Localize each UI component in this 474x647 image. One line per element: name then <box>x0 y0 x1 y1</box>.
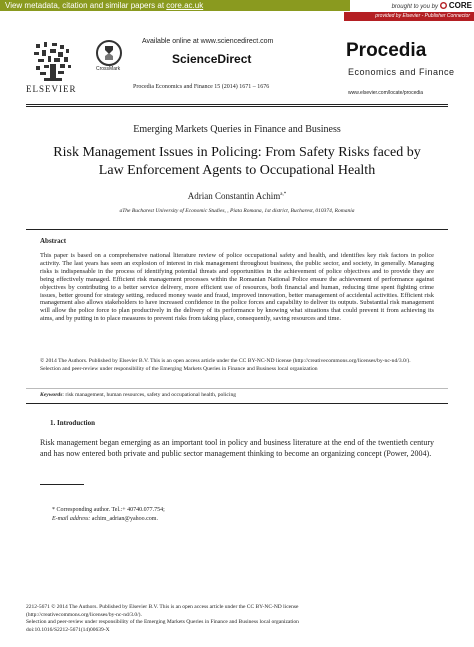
core-provider-bar <box>344 12 474 21</box>
abstract-heading: Abstract <box>40 237 67 245</box>
bottom-line-3: Selection and peer-review under responsibility of the Emerging Markets Queries in Finance and Business local organization <box>26 619 299 626</box>
core-icon <box>440 2 447 9</box>
bottom-line-1: 2212-5671 © 2014 The Authors. Published by Elsevier B.V. This is an open access article under the CC BY-NC-ND license <box>26 604 299 610</box>
header-rule-2 <box>26 106 448 107</box>
core-metadata-bar[interactable] <box>0 0 350 11</box>
abstract-license <box>40 358 434 373</box>
keywords <box>40 392 236 398</box>
email-address: achim_adrian@yahoo.com. <box>91 516 158 522</box>
conference-name: Emerging Markets Queries in Finance and Business <box>133 124 341 135</box>
corresponding-author: * Corresponding author. Tel.:+ 40740.077.754; <box>52 507 165 513</box>
procedia-subtitle: Economics and Finance <box>348 67 455 77</box>
affiliation: aThe Bucharest University of Economic Studies, , Piata Romana, 1st district, Bucharest, 010374, Romania <box>119 208 355 214</box>
core-link[interactable]: core.ac.uk <box>166 1 204 10</box>
footnote <box>52 506 165 524</box>
author-line <box>0 191 474 201</box>
author-name: Adrian Constantin Achim <box>187 191 281 201</box>
core-brought-by <box>392 1 472 11</box>
journal-citation: Procedia Economics and Finance 15 (2014) 1671 – 1676 <box>133 84 270 90</box>
core-metadata-text <box>5 0 203 11</box>
introduction-body: Risk management began emerging as an important tool in policy and business literature at the end of the twentieth century and has now entered both private and public sector management thinking to become an organizing concept (Power, 2004). <box>40 438 434 458</box>
copyright-notice: © 2014 The Authors. Published by Elsevier B.V. This is an open access article under the CC BY-NC-ND license (http://creativecommons.org/licenses/by-nc-nd/3.0/). <box>40 358 411 364</box>
core-banner <box>0 0 474 22</box>
available-online-text: Available online at www.sciencedirect.com <box>142 38 274 45</box>
elsevier-wordmark: ELSEVIER <box>26 84 77 94</box>
core-metadata-label: View metadata, citation and similar papers at <box>5 1 165 10</box>
paper-title: Risk Management Issues in Policing: From Safety Risks faced by Law Enforcement Agents to Occupational Health <box>53 145 421 178</box>
procedia-url: www.elsevier.com/locate/procedia <box>348 90 424 96</box>
keywords-label: Keywords <box>40 392 63 398</box>
footnote-rule <box>40 484 84 485</box>
keywords-rule <box>26 388 448 389</box>
core-provider-text: provided by Elsevier - Publisher Connector <box>375 13 470 19</box>
peer-review-notice: Selection and peer-review under responsibility of the Emerging Markets Queries in Finance and Business local organization <box>40 365 318 372</box>
bottom-line-2: (http://creativecommons.org/licenses/by-nc-nd/3.0/). <box>26 611 142 618</box>
email-label: E-mail address: <box>52 516 91 522</box>
crossmark-label: CrossMark <box>96 66 121 72</box>
crossmark-icon[interactable] <box>96 40 122 66</box>
core-brought-by-label: brought to you by <box>391 4 438 10</box>
keywords-list: : risk management, human resources, safety and occupational health, policing <box>62 392 237 398</box>
doi: doi:10.1016/S2212-5671(14)00639-X <box>26 626 110 633</box>
section-heading-introduction: 1. Introduction <box>50 419 95 427</box>
email-line <box>52 515 165 524</box>
abstract-rule-bottom <box>26 403 448 404</box>
elsevier-tree-logo <box>30 40 76 90</box>
procedia-wordmark: Procedia <box>346 40 427 61</box>
abstract-rule-top <box>26 229 448 230</box>
sciencedirect-wordmark: ScienceDirect <box>172 52 252 66</box>
author-superscript: a,* <box>280 192 287 197</box>
core-logo[interactable] <box>440 1 472 10</box>
bottom-notice <box>26 604 456 634</box>
core-logo-text: CORE <box>448 1 472 10</box>
abstract-body: This paper is based on a comprehensive national literature review of police occupational safety and health, and identifies key risk factors in police activity. The last years has seen an explosion of interest in risk management throughout business, the public sector, and society, in generally. Managing risks is indispensable in the process of identifying potential threats and opportunities in the achievement of police objectives and to provide they are being effectively managed. Efficient risk management processes within the Romanian National Police ensure the achievement of performance against objectives by contributing to a better service delivery, more efficient use of resources, both financial and human, reducing time spent fighting crime issues, better ground for strategy setting, reduced money waste and fraud, improved innovation, better management of accidental activities. Efficient risk management also allows stakeholders to have increased confidence in the police forces and capability to deliver its outputs. Substantial risk management will allow the police force to plan productively in the delivery of its performance by knowing what situations that could prevent it from achieving its aims, and by putting in to place measures to prevent risks from taking place, consequently, saving resources and time. <box>40 252 434 323</box>
header-rule <box>26 104 448 105</box>
